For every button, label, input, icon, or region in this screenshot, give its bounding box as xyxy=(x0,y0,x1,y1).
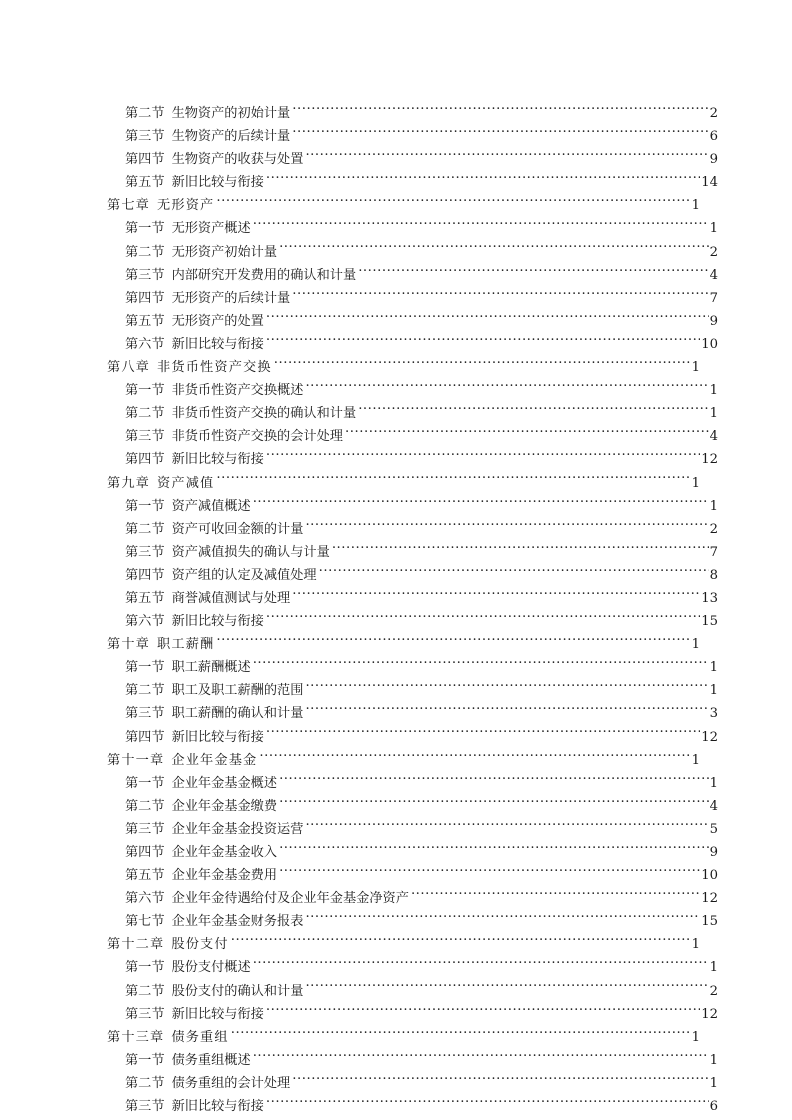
toc-entry-chapter[interactable] xyxy=(107,749,700,772)
toc-dot-leader xyxy=(305,912,700,925)
toc-page-number: 1 xyxy=(709,498,718,514)
toc-entry-title: 非货币性资产交换 xyxy=(157,360,272,376)
toc-entry-label: 第四节 xyxy=(125,452,165,468)
toc-dot-leader xyxy=(292,1074,708,1087)
toc-entry-title: 新旧比较与衔接 xyxy=(171,175,264,191)
toc-entry-section[interactable] xyxy=(125,818,718,841)
toc-entry-section[interactable] xyxy=(125,217,718,240)
toc-dot-leader xyxy=(266,727,700,740)
toc-dot-leader xyxy=(274,358,691,371)
toc-dot-leader xyxy=(358,265,708,278)
toc-entry-label: 第十一章 xyxy=(107,752,165,768)
toc-entry-text xyxy=(125,587,290,610)
toc-page-number: 13 xyxy=(701,590,718,606)
toc-entry-text xyxy=(107,633,214,656)
toc-dot-leader xyxy=(319,566,709,579)
toc-entry-label: 第三节 xyxy=(125,544,165,560)
toc-dot-leader xyxy=(253,958,709,971)
toc-entry-section[interactable] xyxy=(125,379,718,402)
toc-entry-title: 企业年金待遇给付及企业年金基金净资产 xyxy=(171,891,409,907)
toc-entry-text xyxy=(125,310,264,333)
toc-entry-text xyxy=(125,1003,264,1026)
toc-entry-label: 第二节 xyxy=(125,521,165,537)
toc-entry-label: 第五节 xyxy=(125,590,165,606)
toc-page-number: 8 xyxy=(709,567,718,583)
toc-entry-section[interactable] xyxy=(125,541,718,564)
toc-entry-title: 商誉减值测试与处理 xyxy=(171,590,291,606)
toc-entry-label: 第三节 xyxy=(125,1006,165,1022)
toc-entry-title: 非货币性资产交换的确认和计量 xyxy=(171,406,357,422)
toc-entry-text xyxy=(125,148,303,171)
toc-entry-text xyxy=(125,818,303,841)
toc-dot-leader xyxy=(305,381,708,394)
toc-entry-title: 新旧比较与衔接 xyxy=(171,452,264,468)
toc-entry-chapter[interactable] xyxy=(107,633,700,656)
toc-entry-section[interactable] xyxy=(125,772,718,795)
toc-entry-text xyxy=(125,448,264,471)
toc-dot-leader xyxy=(266,1004,700,1017)
toc-dot-leader xyxy=(279,797,709,810)
toc-entry-text xyxy=(125,910,303,933)
toc-entry-section[interactable] xyxy=(125,1049,718,1072)
toc-page-number: 1 xyxy=(709,960,718,976)
toc-entry-title: 企业年金基金财务报表 xyxy=(171,914,304,930)
toc-page-number: 15 xyxy=(701,914,718,930)
toc-entry-section[interactable] xyxy=(125,171,718,194)
toc-entry-section[interactable] xyxy=(125,587,718,610)
toc-entry-text xyxy=(125,887,409,910)
toc-entry-title: 资产组的认定及减值处理 xyxy=(171,567,317,583)
toc-page-number: 7 xyxy=(709,544,718,560)
toc-entry-section[interactable] xyxy=(125,518,718,541)
toc-entry-label: 第七节 xyxy=(125,914,165,930)
toc-entry-title: 债务重组概述 xyxy=(171,1052,251,1068)
toc-entry-text xyxy=(125,702,303,725)
toc-entry-label: 第二节 xyxy=(125,244,165,260)
toc-entry-title: 无形资产初始计量 xyxy=(171,244,278,260)
toc-entry-label: 第三节 xyxy=(125,706,165,722)
toc-entry-text xyxy=(107,194,214,217)
toc-entry-title: 股份支付的确认和计量 xyxy=(171,983,304,999)
toc-entry-text xyxy=(125,1049,251,1072)
toc-entry-title: 非货币性资产交换概述 xyxy=(171,383,304,399)
toc-dot-leader xyxy=(279,843,709,856)
toc-entry-label: 第三节 xyxy=(125,821,165,837)
toc-entry-label: 第三节 xyxy=(125,429,165,445)
toc-entry-section[interactable] xyxy=(125,241,718,264)
toc-entry-section[interactable] xyxy=(125,841,718,864)
toc-entry-text xyxy=(125,864,277,887)
toc-entry-text xyxy=(125,125,290,148)
toc-entry-label: 第六节 xyxy=(125,336,165,352)
toc-entry-label: 第三节 xyxy=(125,1099,165,1115)
toc-entry-text xyxy=(125,241,277,264)
toc-dot-leader xyxy=(279,866,700,879)
toc-dot-leader xyxy=(253,1051,709,1064)
toc-entry-label: 第二节 xyxy=(125,683,165,699)
table-of-contents xyxy=(107,102,718,1118)
toc-entry-title: 内部研究开发费用的确认和计量 xyxy=(171,267,357,283)
toc-page-number: 2 xyxy=(709,983,718,999)
toc-page-number: 1 xyxy=(691,1029,700,1045)
toc-entry-title: 企业年金基金费用 xyxy=(171,868,278,884)
toc-entry-section[interactable] xyxy=(125,264,718,287)
toc-entry-text xyxy=(125,217,251,240)
toc-entry-title: 新旧比较与衔接 xyxy=(171,614,264,630)
toc-page-number: 6 xyxy=(709,129,718,145)
toc-entry-text xyxy=(125,656,251,679)
toc-entry-title: 无形资产的后续计量 xyxy=(171,290,291,306)
toc-entry-title: 企业年金基金投资运营 xyxy=(171,821,304,837)
toc-entry-section[interactable] xyxy=(125,1072,718,1095)
toc-dot-leader xyxy=(332,543,709,556)
toc-page-number: 1 xyxy=(691,637,700,653)
toc-dot-leader xyxy=(266,335,700,348)
toc-page-number: 1 xyxy=(709,1075,718,1091)
toc-page-number: 2 xyxy=(709,244,718,260)
toc-entry-label: 第四节 xyxy=(125,845,165,860)
toc-entry-text xyxy=(125,679,303,702)
toc-dot-leader xyxy=(253,658,709,671)
toc-dot-leader xyxy=(305,704,708,717)
toc-page-number: 1 xyxy=(709,221,718,237)
toc-entry-text xyxy=(125,772,277,795)
toc-entry-text xyxy=(125,425,343,448)
toc-entry-label: 第三节 xyxy=(125,267,165,283)
toc-page-number: 12 xyxy=(701,1006,718,1022)
toc-page-number: 5 xyxy=(709,821,718,837)
toc-entry-text xyxy=(107,1026,229,1049)
toc-page-number: 1 xyxy=(709,1052,718,1068)
toc-dot-leader xyxy=(345,427,709,440)
toc-entry-chapter[interactable] xyxy=(107,933,700,956)
toc-dot-leader xyxy=(305,150,708,163)
toc-entry-section[interactable] xyxy=(125,980,718,1003)
toc-entry-text xyxy=(125,564,317,587)
toc-entry-title: 企业年金基金收入 xyxy=(171,845,278,860)
toc-entry-section[interactable] xyxy=(125,448,718,471)
toc-entry-section[interactable] xyxy=(125,656,718,679)
toc-entry-section[interactable] xyxy=(125,564,718,587)
toc-entry-title: 股份支付 xyxy=(171,937,229,953)
toc-page-number: 14 xyxy=(701,175,718,191)
toc-entry-chapter[interactable] xyxy=(107,1026,700,1049)
toc-entry-title: 资产可收回金额的计量 xyxy=(171,521,304,537)
toc-entry-section[interactable] xyxy=(125,910,718,933)
toc-dot-leader xyxy=(259,750,690,763)
toc-entry-text xyxy=(125,402,356,425)
toc-entry-text xyxy=(125,795,277,818)
toc-page-number: 10 xyxy=(701,868,718,884)
toc-entry-text xyxy=(125,102,290,125)
toc-page-number: 1 xyxy=(709,406,718,422)
toc-entry-label: 第二节 xyxy=(125,406,165,422)
toc-dot-leader xyxy=(266,612,700,625)
toc-page-number: 3 xyxy=(709,706,718,722)
toc-entry-title: 生物资产的初始计量 xyxy=(171,106,291,121)
toc-entry-label: 第四节 xyxy=(125,729,165,745)
toc-entry-text xyxy=(107,749,257,772)
toc-entry-label: 第二节 xyxy=(125,1075,165,1091)
toc-page-number: 1 xyxy=(691,198,700,214)
toc-dot-leader xyxy=(216,473,690,486)
toc-entry-text xyxy=(125,841,277,864)
toc-dot-leader xyxy=(358,404,708,417)
toc-entry-title: 股份支付概述 xyxy=(171,960,251,976)
toc-entry-label: 第五节 xyxy=(125,175,165,191)
toc-entry-text xyxy=(107,356,272,379)
toc-entry-label: 第五节 xyxy=(125,868,165,884)
toc-entry-title: 新旧比较与衔接 xyxy=(171,729,264,745)
toc-entry-section[interactable] xyxy=(125,1003,718,1026)
toc-entry-label: 第四节 xyxy=(125,290,165,306)
toc-dot-leader xyxy=(305,681,708,694)
toc-entry-label: 第一节 xyxy=(125,660,165,676)
toc-entry-section[interactable] xyxy=(125,310,718,333)
toc-entry-label: 第一节 xyxy=(125,221,165,237)
toc-entry-label: 第十三章 xyxy=(107,1029,165,1045)
toc-dot-leader xyxy=(292,289,708,302)
toc-dot-leader xyxy=(292,104,708,117)
toc-entry-label: 第九章 xyxy=(107,475,151,491)
toc-entry-title: 生物资产的后续计量 xyxy=(171,129,291,145)
toc-entry-label: 第八章 xyxy=(107,360,151,376)
toc-entry-text xyxy=(125,956,251,979)
toc-entry-title: 企业年金基金 xyxy=(171,752,258,768)
toc-entry-label: 第二节 xyxy=(125,106,165,121)
toc-page-number: 4 xyxy=(709,429,718,445)
toc-page-number: 12 xyxy=(701,891,718,907)
toc-entry-section[interactable] xyxy=(125,402,718,425)
toc-dot-leader xyxy=(292,127,708,140)
toc-page-number: 2 xyxy=(709,106,718,121)
toc-entry-text xyxy=(125,287,290,310)
toc-entry-text xyxy=(125,610,264,633)
toc-entry-label: 第一节 xyxy=(125,1052,165,1068)
toc-entry-title: 生物资产的收获与处置 xyxy=(171,152,304,168)
toc-dot-leader xyxy=(231,1028,691,1041)
toc-page-number: 9 xyxy=(709,313,718,329)
toc-entry-section[interactable] xyxy=(125,610,718,633)
toc-entry-section[interactable] xyxy=(125,125,718,148)
toc-entry-title: 职工薪酬 xyxy=(157,637,215,653)
toc-entry-title: 企业年金基金缴费 xyxy=(171,798,278,814)
toc-dot-leader xyxy=(266,312,709,325)
toc-entry-section[interactable] xyxy=(125,726,718,749)
toc-entry-label: 第三节 xyxy=(125,129,165,145)
toc-page-number: 1 xyxy=(709,683,718,699)
toc-entry-title: 职工薪酬的确认和计量 xyxy=(171,706,304,722)
toc-entry-section[interactable] xyxy=(125,887,718,910)
toc-page-number: 1 xyxy=(691,360,700,376)
toc-entry-title: 无形资产 xyxy=(157,198,215,214)
toc-page-number: 6 xyxy=(709,1099,718,1115)
toc-entry-section[interactable] xyxy=(125,956,718,979)
toc-entry-chapter[interactable] xyxy=(107,356,700,379)
toc-entry-label: 第一节 xyxy=(125,775,165,791)
toc-entry-label: 第六节 xyxy=(125,614,165,630)
toc-page-number: 1 xyxy=(709,775,718,791)
toc-page-number: 7 xyxy=(709,290,718,306)
toc-entry-label: 第十章 xyxy=(107,637,151,653)
toc-page-number: 1 xyxy=(709,383,718,399)
toc-page-number: 9 xyxy=(709,845,718,860)
toc-entry-text xyxy=(125,1095,264,1118)
toc-entry-section[interactable] xyxy=(125,702,718,725)
toc-dot-leader xyxy=(216,635,690,648)
toc-entry-section[interactable] xyxy=(125,1095,718,1118)
toc-entry-label: 第一节 xyxy=(125,383,165,399)
toc-entry-label: 第十二章 xyxy=(107,937,165,953)
toc-entry-title: 新旧比较与衔接 xyxy=(171,1006,264,1022)
toc-dot-leader xyxy=(305,820,708,833)
toc-entry-text xyxy=(125,1072,290,1095)
toc-page-number: 10 xyxy=(701,336,718,352)
toc-page-number: 1 xyxy=(691,937,700,953)
toc-entry-section[interactable] xyxy=(125,148,718,171)
toc-dot-leader xyxy=(266,450,700,463)
toc-entry-label: 第六节 xyxy=(125,891,165,907)
toc-page-number: 15 xyxy=(701,614,718,630)
toc-page-number: 1 xyxy=(691,752,700,768)
toc-dot-leader xyxy=(411,889,700,902)
toc-entry-section[interactable] xyxy=(125,425,718,448)
toc-entry-section[interactable] xyxy=(125,795,718,818)
toc-entry-label: 第四节 xyxy=(125,567,165,583)
toc-entry-text xyxy=(125,379,303,402)
toc-entry-chapter[interactable] xyxy=(107,194,700,217)
toc-entry-label: 第一节 xyxy=(125,960,165,976)
toc-entry-title: 债务重组的会计处理 xyxy=(171,1075,291,1091)
toc-entry-chapter[interactable] xyxy=(107,472,700,495)
toc-dot-leader xyxy=(253,219,709,232)
toc-page-number: 4 xyxy=(709,798,718,814)
toc-entry-text xyxy=(125,171,264,194)
toc-dot-leader xyxy=(231,935,691,948)
toc-dot-leader xyxy=(279,774,709,787)
toc-dot-leader xyxy=(305,520,708,533)
toc-entry-label: 第一节 xyxy=(125,498,165,514)
toc-entry-title: 非货币性资产交换的会计处理 xyxy=(171,429,343,445)
toc-entry-text xyxy=(125,726,264,749)
toc-entry-title: 职工薪酬概述 xyxy=(171,660,251,676)
toc-entry-title: 资产减值损失的确认与计量 xyxy=(171,544,330,560)
toc-entry-label: 第七章 xyxy=(107,198,151,214)
toc-page-number: 2 xyxy=(709,521,718,537)
toc-entry-text xyxy=(125,518,303,541)
toc-entry-label: 第四节 xyxy=(125,152,165,168)
toc-entry-title: 新旧比较与衔接 xyxy=(171,1099,264,1115)
toc-entry-section[interactable] xyxy=(125,864,718,887)
toc-entry-section[interactable] xyxy=(125,679,718,702)
toc-page-number: 9 xyxy=(709,152,718,168)
toc-entry-text xyxy=(107,933,229,956)
toc-entry-title: 资产减值概述 xyxy=(171,498,251,514)
toc-entry-label: 第二节 xyxy=(125,798,165,814)
toc-entry-section[interactable] xyxy=(125,333,718,356)
toc-entry-title: 企业年金基金概述 xyxy=(171,775,278,791)
toc-dot-leader xyxy=(266,1097,709,1110)
toc-entry-label: 第五节 xyxy=(125,313,165,329)
toc-page-number: 12 xyxy=(701,729,718,745)
toc-page-number: 12 xyxy=(701,452,718,468)
toc-entry-section[interactable] xyxy=(125,102,718,125)
toc-entry-title: 新旧比较与衔接 xyxy=(171,336,264,352)
toc-dot-leader xyxy=(266,173,700,186)
toc-dot-leader xyxy=(305,981,708,994)
toc-dot-leader xyxy=(292,589,700,602)
toc-entry-section[interactable] xyxy=(125,495,718,518)
toc-entry-text xyxy=(125,264,356,287)
toc-dot-leader xyxy=(253,496,709,509)
toc-entry-title: 无形资产概述 xyxy=(171,221,251,237)
toc-entry-text xyxy=(125,495,251,518)
toc-dot-leader xyxy=(216,196,690,209)
toc-entry-label: 第二节 xyxy=(125,983,165,999)
toc-page-number: 1 xyxy=(709,660,718,676)
toc-entry-text xyxy=(125,333,264,356)
toc-page-number: 4 xyxy=(709,267,718,283)
toc-entry-title: 债务重组 xyxy=(171,1029,229,1045)
toc-entry-section[interactable] xyxy=(125,287,718,310)
toc-entry-title: 资产减值 xyxy=(157,475,215,491)
toc-dot-leader xyxy=(279,242,709,255)
toc-entry-title: 无形资产的处置 xyxy=(171,313,264,329)
toc-entry-text xyxy=(125,541,330,564)
toc-entry-title: 职工及职工薪酬的范围 xyxy=(171,683,304,699)
toc-entry-text xyxy=(107,472,214,495)
toc-page-number: 1 xyxy=(691,475,700,491)
toc-entry-text xyxy=(125,980,303,1003)
